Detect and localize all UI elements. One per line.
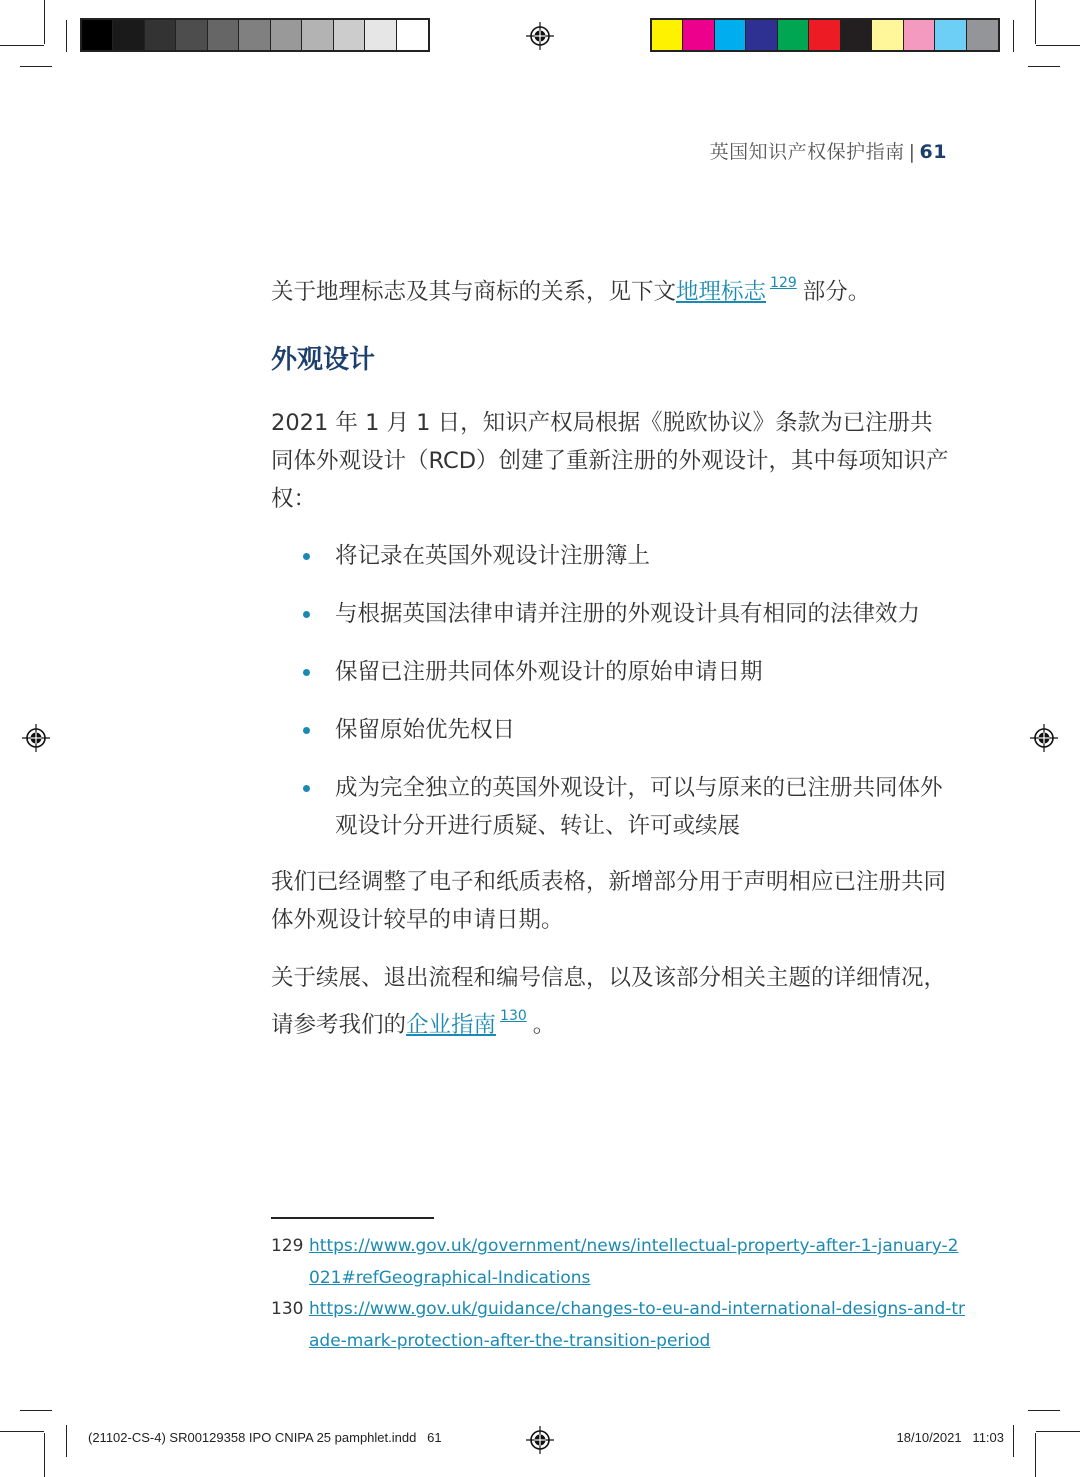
bullet-icon	[303, 553, 310, 560]
registration-mark-icon	[526, 1426, 554, 1454]
guidance-text: 关于续展、退出流程和编号信息，以及该部分相关主题的详细情况，请参考我们的	[271, 965, 947, 1038]
color-swatch	[967, 20, 998, 50]
footnote-url-link[interactable]: https://www.gov.uk/guidance/changes-to-eu-and-international-designs-and-trade-mark-protection-after-the-transition-period	[309, 1299, 966, 1351]
color-swatch	[652, 20, 683, 50]
registration-mark-icon	[526, 22, 554, 50]
business-guidance-link[interactable]: 企业指南	[406, 1012, 497, 1038]
crop-mark	[44, 0, 45, 44]
crop-mark	[1013, 20, 1014, 52]
crop-mark	[66, 20, 67, 52]
list-item	[271, 595, 951, 633]
crop-mark	[1013, 1425, 1014, 1457]
color-swatch	[113, 20, 144, 50]
slug-date-time: 18/10/2021 11:03	[896, 1430, 1004, 1445]
process-color-bar	[650, 18, 1000, 52]
list-item	[271, 653, 951, 691]
guidance-text-end: 。	[532, 1012, 556, 1038]
crop-mark	[66, 1425, 67, 1457]
crop-mark	[20, 66, 52, 67]
color-swatch	[872, 20, 903, 50]
section-heading: 外观设计	[271, 345, 376, 375]
crop-mark	[1036, 45, 1080, 46]
crop-mark	[44, 1433, 45, 1477]
intro-paragraph	[271, 264, 951, 311]
page-number: 61	[919, 141, 947, 163]
registration-mark-icon	[22, 724, 50, 752]
color-swatch	[239, 20, 270, 50]
color-swatch	[365, 20, 396, 50]
intro-text-end: 部分。	[802, 279, 871, 305]
list-item-text: 与根据英国法律申请并注册的外观设计具有相同的法律效力	[335, 601, 921, 627]
list-item-text: 保留已注册共同体外观设计的原始申请日期	[335, 659, 763, 685]
list-item-text: 将记录在英国外观设计注册簿上	[335, 543, 651, 569]
color-swatch	[208, 20, 239, 50]
crop-mark	[1028, 1410, 1060, 1411]
color-swatch	[904, 20, 935, 50]
crop-mark	[0, 1431, 44, 1432]
list-item-text: 保留原始优先权日	[335, 717, 516, 743]
color-swatch	[746, 20, 777, 50]
footnote-ref-129[interactable]: 129	[770, 275, 797, 291]
designs-paragraph: 2021 年 1 月 1 日，知识产权局根据《脱欧协议》条款为已注册共同体外观设计（RCD）创建了重新注册的外观设计，其中每项知识产权：	[271, 410, 949, 512]
crop-mark	[1035, 0, 1036, 44]
bullet-list	[271, 537, 951, 865]
color-swatch	[271, 20, 302, 50]
color-swatch	[809, 20, 840, 50]
crop-mark	[1028, 66, 1060, 67]
crop-mark	[0, 45, 44, 46]
color-swatch	[715, 20, 746, 50]
crop-mark	[20, 1410, 52, 1411]
color-swatch	[683, 20, 714, 50]
guidance-paragraph	[271, 959, 951, 1044]
color-swatch	[841, 20, 872, 50]
color-swatch	[176, 20, 207, 50]
color-swatch	[82, 20, 113, 50]
forms-paragraph: 我们已经调整了电子和纸质表格，新增部分用于声明相应已注册共同体外观设计较早的申请日期。	[271, 869, 947, 933]
color-swatch	[145, 20, 176, 50]
crop-mark	[1036, 1431, 1080, 1432]
running-head-title: 英国知识产权保护指南	[709, 141, 905, 163]
bullet-icon	[303, 785, 310, 792]
footnote-ref-130[interactable]: 130	[500, 1008, 527, 1024]
color-swatch	[778, 20, 809, 50]
color-swatch	[397, 20, 428, 50]
bullet-icon	[303, 727, 310, 734]
registration-mark-icon	[1030, 724, 1058, 752]
footnote-url-link[interactable]: https://www.gov.uk/government/news/intellectual-property-after-1-january-2021#refGeographical-Indications	[309, 1236, 959, 1288]
bullet-icon	[303, 669, 310, 676]
list-item-text: 成为完全独立的英国外观设计，可以与原来的已注册共同体外观设计分开进行质疑、转让、许可或续展	[335, 775, 943, 839]
list-item	[271, 769, 951, 845]
running-head-separator: |	[908, 141, 916, 163]
footnote-number: 130	[271, 1299, 304, 1319]
slug-file-info: (21102-CS-4) SR00129358 IPO CNIPA 25 pamphlet.indd 61	[88, 1430, 442, 1445]
bullet-icon	[303, 611, 310, 618]
footnote-divider	[271, 1217, 434, 1219]
list-item	[271, 711, 951, 749]
color-swatch	[935, 20, 966, 50]
list-item	[271, 537, 951, 575]
color-swatch	[302, 20, 333, 50]
geographical-indications-link[interactable]: 地理标志	[676, 279, 767, 305]
crop-mark	[1035, 1433, 1036, 1477]
intro-text: 关于地理标志及其与商标的关系，见下文	[271, 279, 677, 305]
running-head	[710, 137, 947, 164]
gray-color-bar	[80, 18, 430, 52]
color-swatch	[334, 20, 365, 50]
footnote-number: 129	[271, 1236, 304, 1256]
